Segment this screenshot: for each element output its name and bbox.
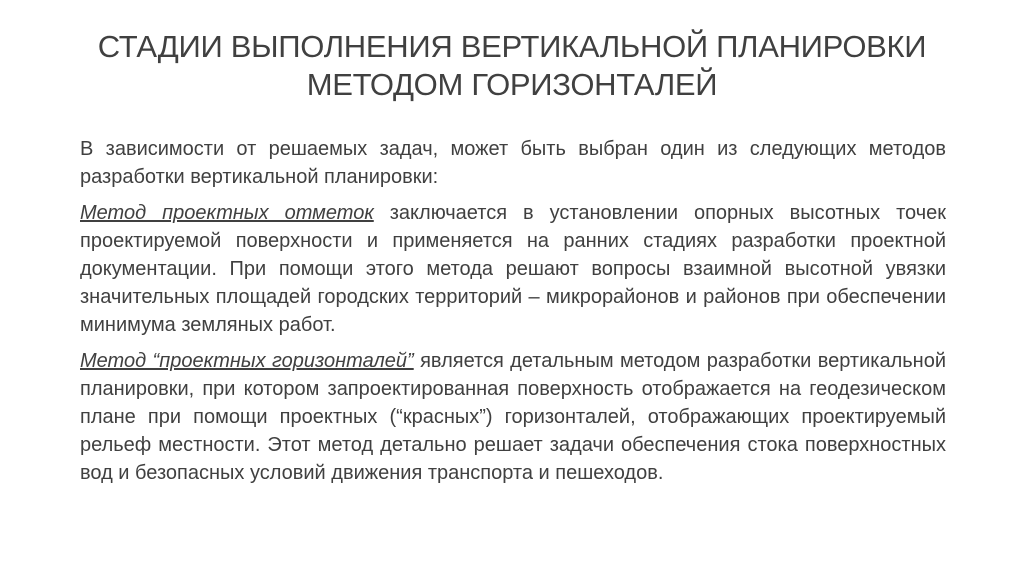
slide-body	[80, 135, 946, 495]
method-projected-contours-name: Метод “проектных горизонталей”	[80, 350, 414, 372]
slide-title-line-2: МЕТОДОМ ГОРИЗОНТАЛЕЙ	[306, 67, 718, 102]
intro-paragraph: В зависимости от решаемых задач, может быть выбран один из следующих методов разработки вертикальной планировки:	[80, 138, 946, 188]
method-projected-marks-name: Метод проектных отметок	[80, 202, 374, 224]
slide-title-line-1: СТАДИИ ВЫПОЛНЕНИЯ ВЕРТИКАЛЬНОЙ ПЛАНИРОВКИ	[97, 29, 927, 64]
method-projected-contours-paragraph	[80, 347, 946, 487]
method-projected-marks-text: заключается в установлении опорных высотных точек проектируемой поверхности и применяется на ранних стадиях разработки проектной документации. При помощи этого метода решают вопросы взаимной высотной увязки значительных площадей городских территорий – микрорайонов и районов при обеспечении минимума земляных работ.	[80, 202, 946, 336]
slide-title	[60, 28, 964, 104]
method-projected-marks-paragraph	[80, 199, 946, 339]
method-projected-contours-text: является детальным методом разработки вертикальной планировки, при котором запроектированная поверхность отображается на геодезическом плане при помощи проектных (“красных”) горизонталей, отображающих проектируемый рельеф местности. Этот метод детально решает задачи обеспечения стока поверхностных вод и безопасных условий движения транспорта и пешеходов.	[80, 350, 946, 484]
